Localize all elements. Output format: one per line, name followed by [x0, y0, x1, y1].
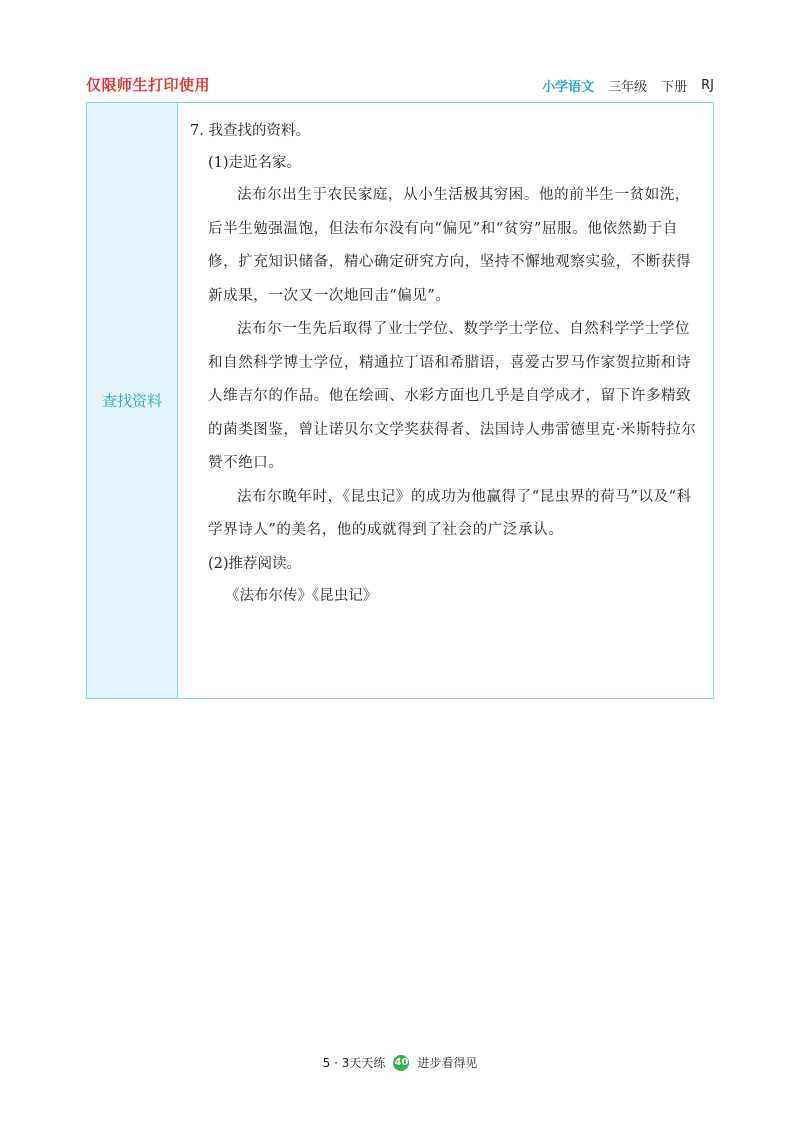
exercise-table — [86, 102, 714, 699]
page-footer — [0, 1054, 800, 1071]
volume-label: 下册 — [661, 80, 688, 95]
footer-slogan: 进步看得见 — [417, 1056, 478, 1070]
section-label-cell — [87, 103, 178, 698]
question-title: 7. 我查找的资料。 — [190, 123, 310, 139]
part1-title: (1)走近名家。 — [208, 155, 302, 171]
part2-title: (2)推荐阅读。 — [208, 555, 302, 572]
book-info — [542, 76, 714, 95]
section-content — [178, 103, 713, 698]
paragraph: 法布尔一生先后取得了业士学位、数学学士学位、自然科学学士学位和自然科学博士学位，精通拉丁语和希腊语，喜爱古罗马作家贺拉斯和诗人维吉尔的作品。他在绘画、水彩方面也几乎是自学成才，留下许多精致的菌类图鉴，曾让诺贝尔文学奖获得者、法国诗人弗雷德里克·米斯特拉尔赞不绝口。 — [208, 321, 697, 471]
grade-label: 三年级 — [608, 80, 648, 95]
paragraph: 法布尔出生于农民家庭，从小生活极其穷困。他的前半生一贫如洗，后半生勉强温饱，但法布尔没有向“偏见”和“贫穷”屈服。他依然勤于自修，扩充知识储备，精心确定研究方向，坚持不懈地观察实验，不断获得新成果，一次又一次地回击“偏见”。 — [208, 187, 692, 304]
section-label: 查找资料 — [101, 392, 162, 410]
footer-brand: 5 · 3天天练 — [322, 1056, 386, 1070]
paragraph: 法布尔晚年时，《昆虫记》的成功为他赢得了“昆虫界的荷马”以及“科学界诗人”的美名，他的成就得到了社会的广泛承认。 — [208, 488, 692, 538]
edition-label: RJ — [701, 78, 714, 93]
print-notice: 仅限师生打印使用 — [86, 76, 211, 94]
page-number-badge: 40 — [393, 1055, 409, 1071]
recommended-books: 《法布尔传》《昆虫记》 — [225, 587, 378, 604]
subject-label: 小学语文 — [542, 80, 595, 95]
